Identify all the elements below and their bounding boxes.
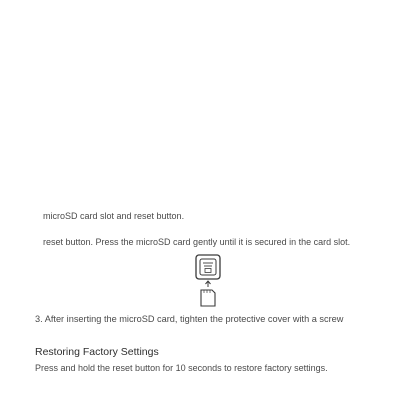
microsd-card-insertion-icon	[193, 254, 223, 308]
step-2-continuation-text: reset button. Press the microSD card gently until it is secured in the card slot.	[43, 237, 351, 247]
section-heading-restoring-factory-settings: Restoring Factory Settings	[35, 346, 159, 358]
section-body-reset-instructions: Press and hold the reset button for 10 seconds to restore factory settings.	[35, 363, 328, 373]
step-1-continuation-text: microSD card slot and reset button.	[43, 211, 185, 221]
step-3-text: 3. After inserting the microSD card, tighten the protective cover with a screw	[35, 314, 344, 324]
